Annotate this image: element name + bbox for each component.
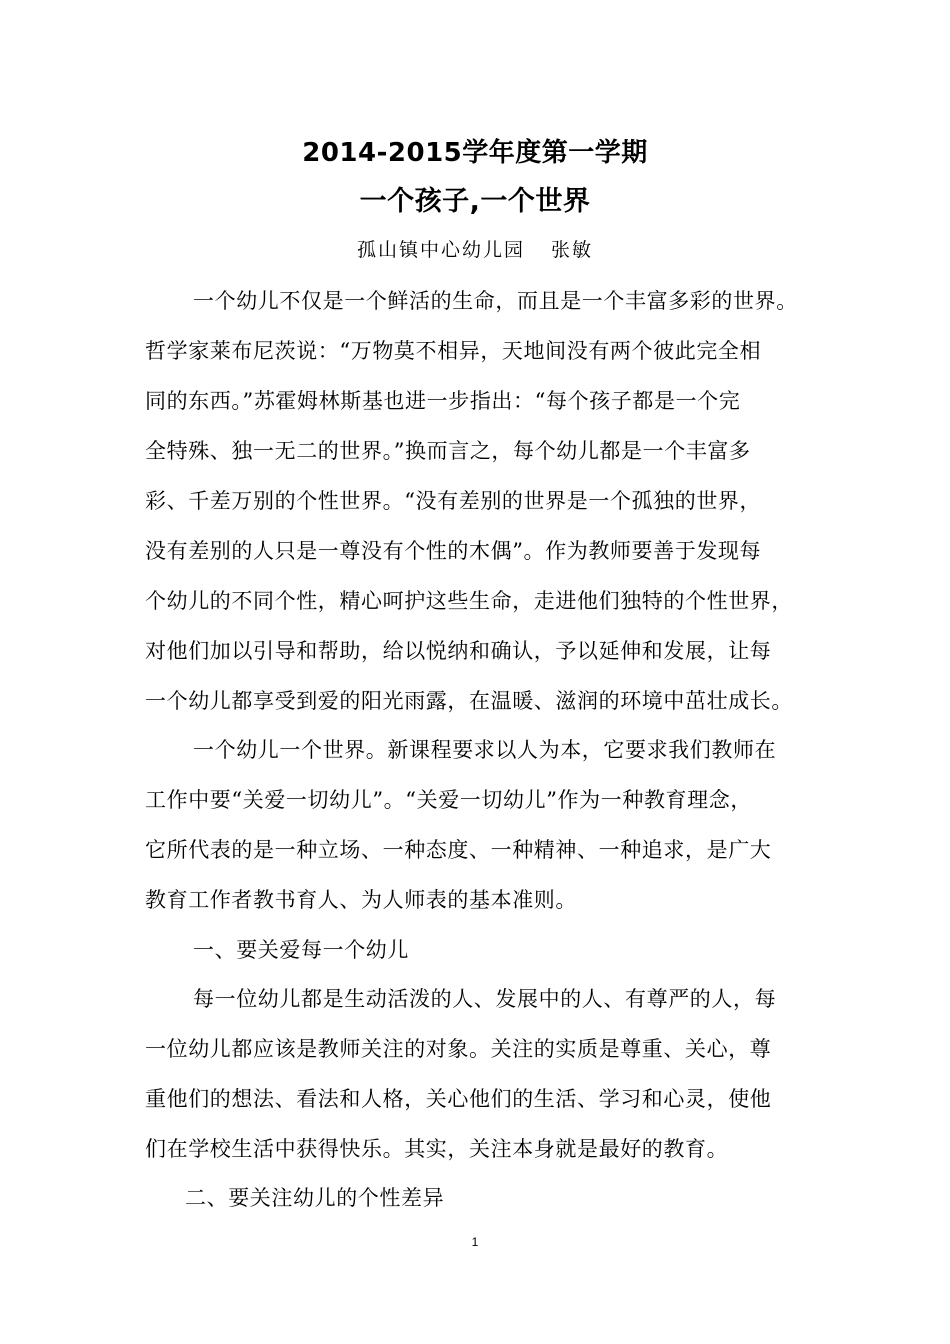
body-line: 教育工作者教书育人、为人师表的基本准则。 bbox=[145, 888, 577, 912]
author-school: 孤山镇中心幼儿园 bbox=[356, 239, 525, 261]
body-line: 重他们的想法、看法和人格，关心他们的生活、学习和心灵，使他 bbox=[145, 1087, 772, 1111]
body-line: 个幼儿的不同个性，精心呵护这些生命，走进他们独特的个性世界， bbox=[145, 589, 793, 613]
body-line: 全特殊、独一无二的世界。”换而言之，每个幼儿都是一个丰富多 bbox=[145, 439, 751, 463]
body-line: 它所代表的是一种立场、一种态度、一种精神、一种追求，是广大 bbox=[145, 838, 772, 862]
body-line: 哲学家莱布尼茨说：“万物莫不相异，天地间没有两个彼此完全相 bbox=[145, 339, 762, 363]
document-title: 一个孩子,一个世界 bbox=[359, 186, 591, 217]
body-line: 没有差别的人只是一尊没有个性的木偶”。作为教师要善于发现每 bbox=[145, 539, 762, 563]
body-line: 们在学校生活中获得快乐。其实，关注本身就是最好的教育。 bbox=[145, 1137, 729, 1161]
section-heading: 二、要关注幼儿的个性差异 bbox=[185, 1186, 445, 1210]
body-line: 工作中要“关爱一切幼儿”。“关爱一切幼儿”作为一种教育理念， bbox=[145, 788, 752, 812]
body-line: 对他们加以引导和帮助，给以悦纳和确认，予以延伸和发展，让每 bbox=[145, 639, 772, 663]
author-line bbox=[0, 236, 950, 264]
page-number: 1 bbox=[471, 1235, 479, 1249]
author-name: 张敏 bbox=[551, 239, 594, 261]
document-title-term: 2014-2015学年度第一学期 bbox=[302, 138, 648, 168]
body-line: 每一位幼儿都是生动活泼的人、发展中的人、有尊严的人，每 bbox=[193, 987, 777, 1011]
section-heading: 一、要关爱每一个幼儿 bbox=[193, 938, 409, 962]
body-line: 一个幼儿都享受到爱的阳光雨露，在温暖、滋润的环境中茁壮成长。 bbox=[145, 689, 793, 713]
body-line: 一位幼儿都应该是教师关注的对象。关注的实质是尊重、关心，尊 bbox=[145, 1037, 772, 1061]
body-line: 一个幼儿不仅是一个鲜活的生命，而且是一个丰富多彩的世界。 bbox=[193, 289, 798, 313]
body-line: 彩、千差万别的个性世界。“没有差别的世界是一个孤独的世界， bbox=[145, 489, 762, 513]
body-line: 一个幼儿一个世界。新课程要求以人为本，它要求我们教师在 bbox=[193, 738, 777, 762]
body-line: 同的东西。”苏霍姆林斯基也进一步指出：“每个孩子都是一个完 bbox=[145, 389, 741, 413]
